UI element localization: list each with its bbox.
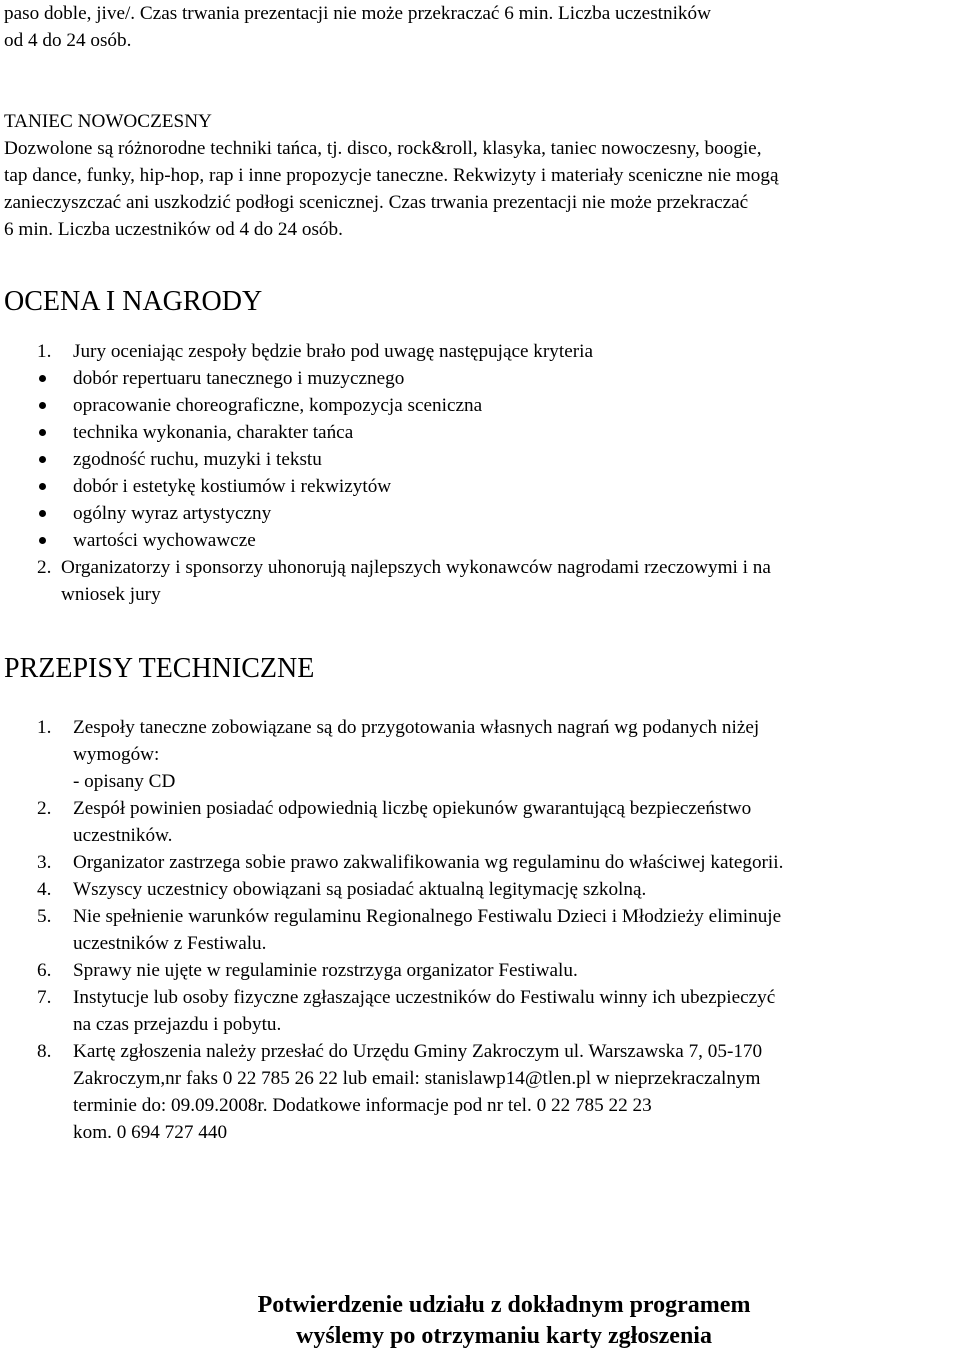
criteria-text: technika wykonania, charakter tańca bbox=[73, 422, 354, 443]
bullet-icon bbox=[39, 537, 46, 544]
technical-item bbox=[4, 1038, 954, 1146]
item-text-line: Nie spełnienie warunków regulaminu Regionalnego Festiwalu Dzieci i Młodzieży eliminuje bbox=[73, 906, 782, 927]
item-text-line: - opisany CD bbox=[73, 771, 176, 792]
item-text-line: Wszyscy uczestnicy obowiązani są posiadać aktualną legitymację szkolną. bbox=[73, 879, 647, 900]
item-text-continued: wniosek jury bbox=[61, 584, 161, 605]
item-text-line: terminie do: 09.09.2008r. Dodatkowe informacje pod nr tel. 0 22 785 22 23 bbox=[73, 1095, 652, 1116]
criteria-item bbox=[4, 527, 954, 554]
item-text-line: Zespół powinien posiadać odpowiednią liczbę opiekunów gwarantującą bezpieczeństwo bbox=[73, 798, 752, 819]
technical-item bbox=[4, 957, 954, 984]
item-number: 3. bbox=[37, 852, 52, 873]
grading-item-2 bbox=[4, 554, 954, 608]
item-text-line: Zakroczym,nr faks 0 22 785 26 22 lub email: stanislawp14@tlen.pl w nieprzekraczalnym bbox=[73, 1068, 761, 1089]
footer-line: wyślemy po otrzymaniu karty zgłoszenia bbox=[296, 1323, 712, 1349]
technical-section bbox=[4, 651, 954, 1146]
technical-title: PRZEPISY TECHNICZNE bbox=[4, 653, 315, 684]
criteria-item bbox=[4, 419, 954, 446]
criteria-item bbox=[4, 473, 954, 500]
technical-item bbox=[4, 903, 954, 957]
item-number: 5. bbox=[37, 906, 52, 927]
text-line: zanieczyszczać ani uszkodzić podłogi scenicznej. Czas trwania prezentacji nie może przekraczać bbox=[4, 192, 749, 213]
criteria-item bbox=[4, 392, 954, 419]
footer-note bbox=[0, 1290, 960, 1352]
item-number: 1. bbox=[37, 717, 52, 738]
item-text-line: na czas przejazdu i pobytu. bbox=[73, 1014, 282, 1035]
technical-list bbox=[4, 714, 954, 1146]
bullet-icon bbox=[39, 375, 46, 382]
criteria-text: wartości wychowawcze bbox=[73, 530, 256, 551]
item-number: 7. bbox=[37, 987, 52, 1008]
item-text: Jury oceniając zespoły będzie brało pod uwagę następujące kryteria bbox=[73, 341, 593, 362]
technical-item bbox=[4, 714, 954, 795]
document-page bbox=[4, 0, 954, 1146]
item-text-line: Instytucje lub osoby fizyczne zgłaszające uczestników do Festiwalu winny ich ubezpieczyć bbox=[73, 987, 776, 1008]
criteria-text: dobór i estetykę kostiumów i rekwizytów bbox=[73, 476, 392, 497]
bullet-icon bbox=[39, 402, 46, 409]
grading-title: OCENA I NAGRODY bbox=[4, 286, 263, 317]
text-line: Dozwolone są różnorodne techniki tańca, tj. disco, rock&roll, klasyka, taniec nowoczesny, boogie, bbox=[4, 138, 762, 159]
item-text: Organizatorzy i sponsorzy uhonorują najlepszych wykonawców nagrodami rzeczowymi i na bbox=[61, 557, 771, 578]
item-number: 6. bbox=[37, 960, 52, 981]
item-text-line: wymogów: bbox=[73, 744, 160, 765]
item-text-line: Sprawy nie ujęte w regulaminie rozstrzyga organizator Festiwalu. bbox=[73, 960, 578, 981]
item-text-line: uczestników. bbox=[73, 825, 173, 846]
item-text-line: uczestników z Festiwalu. bbox=[73, 933, 267, 954]
item-number: 1. bbox=[37, 341, 52, 362]
criteria-text: ogólny wyraz artystyczny bbox=[73, 503, 272, 524]
text-line: od 4 do 24 osób. bbox=[4, 30, 132, 51]
text-line: tap dance, funky, hip-hop, rap i inne propozycje taneczne. Rekwizyty i materiały sceniczne nie mogą bbox=[4, 165, 779, 186]
criteria-text: zgodność ruchu, muzyki i tekstu bbox=[73, 449, 322, 470]
item-number: 4. bbox=[37, 879, 52, 900]
text-line: paso doble, jive/. Czas trwania prezentacji nie może przekraczać 6 min. Liczba uczestników bbox=[4, 3, 711, 24]
criteria-item bbox=[4, 500, 954, 527]
technical-item bbox=[4, 849, 954, 876]
modern-dance-section bbox=[4, 108, 954, 243]
footer-line: Potwierdzenie udziału z dokładnym programem bbox=[257, 1292, 751, 1318]
bullet-icon bbox=[39, 510, 46, 517]
item-text-line: Kartę zgłoszenia należy przesłać do Urzędu Gminy Zakroczym ul. Warszawska 7, 05-170 bbox=[73, 1041, 763, 1062]
text-line: 6 min. Liczba uczestników od 4 do 24 osób. bbox=[4, 219, 343, 240]
criteria-item bbox=[4, 365, 954, 392]
criteria-text: opracowanie choreograficzne, kompozycja sceniczna bbox=[73, 395, 483, 416]
bullet-icon bbox=[39, 429, 46, 436]
bullet-icon bbox=[39, 483, 46, 490]
item-number: 2. bbox=[37, 557, 52, 578]
item-line bbox=[4, 554, 954, 581]
item-number: 8. bbox=[37, 1041, 52, 1062]
modern-dance-title: TANIEC NOWOCZESNY bbox=[4, 111, 212, 132]
technical-item bbox=[4, 984, 954, 1038]
bullet-icon bbox=[39, 456, 46, 463]
item-text-line: Organizator zastrzega sobie prawo zakwalifikowania wg regulaminu do właściwej kategorii. bbox=[73, 852, 784, 873]
technical-item bbox=[4, 876, 954, 903]
technical-item bbox=[4, 795, 954, 849]
item-text-line: Zespoły taneczne zobowiązane są do przygotowania własnych nagrań wg podanych niżej bbox=[73, 717, 760, 738]
criteria-list bbox=[4, 365, 954, 554]
grading-item-1 bbox=[4, 338, 954, 365]
criteria-item bbox=[4, 446, 954, 473]
item-text-line: kom. 0 694 727 440 bbox=[73, 1122, 228, 1143]
grading-section bbox=[4, 284, 954, 608]
intro-paragraph bbox=[4, 0, 954, 54]
item-number: 2. bbox=[37, 798, 52, 819]
criteria-text: dobór repertuaru tanecznego i muzycznego bbox=[73, 368, 405, 389]
